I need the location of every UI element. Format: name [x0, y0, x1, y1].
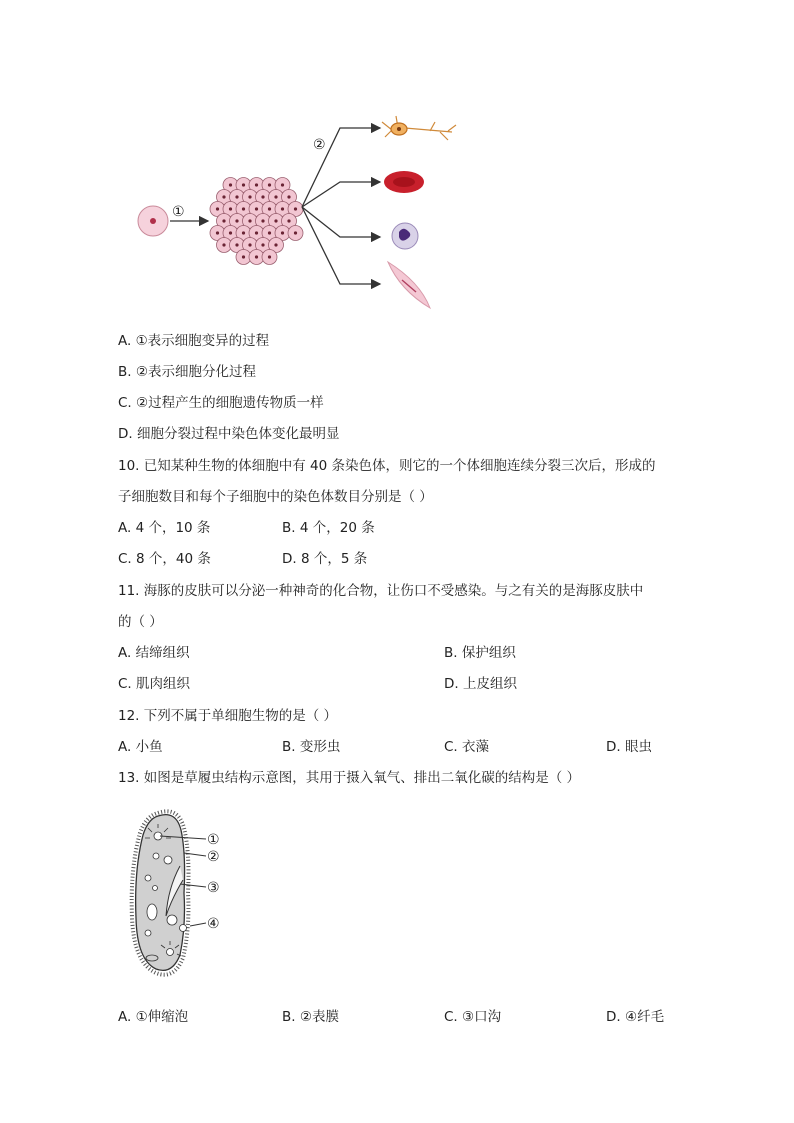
- q13-stem: 13. 如图是草履虫结构示意图，其用于摄入氧气、排出二氧化碳的结构是（ ）: [118, 770, 581, 786]
- q9-option-d: D. 细胞分裂过程中染色体变化最明显: [118, 426, 340, 442]
- q13-option-c: C. ③口沟: [444, 1009, 502, 1025]
- q11-option-b: B. 保护组织: [444, 645, 516, 661]
- process-label-1: ①: [172, 204, 185, 220]
- q9-option-c: C. ②过程产生的细胞遗传物质一样: [118, 395, 324, 411]
- q10-option-d: D. 8 个，5 条: [282, 551, 368, 567]
- cell-differentiation-figure: [130, 110, 460, 310]
- q13-option-d: D. ④纤毛: [606, 1009, 665, 1025]
- q13-option-b: B. ②表膜: [282, 1009, 339, 1025]
- white-blood-cell-icon: [392, 223, 418, 249]
- q12-option-d: D. 眼虫: [606, 739, 652, 755]
- cell-mass-icon: [210, 178, 303, 265]
- fig-label-2: ②: [207, 849, 220, 865]
- q11-stem-line2: 的（ ）: [118, 614, 163, 630]
- fig-label-4: ④: [207, 916, 220, 932]
- fig-label-1: ①: [207, 832, 220, 848]
- q13-option-a: A. ①伸缩泡: [118, 1009, 189, 1025]
- fig-label-3: ③: [207, 880, 220, 896]
- q12-option-c: C. 衣藻: [444, 739, 490, 755]
- q11-stem-line1: 11. 海豚的皮肤可以分泌一种神奇的化合物，让伤口不受感染。与之有关的是海豚皮肤中: [118, 583, 644, 599]
- q10-stem-line2: 子细胞数目和每个子细胞中的染色体数目分别是（ ）: [118, 489, 433, 505]
- process-label-2: ②: [313, 137, 326, 153]
- red-blood-cell-icon: [384, 171, 424, 193]
- q12-option-a: A. 小鱼: [118, 739, 163, 755]
- q11-option-c: C. 肌肉组织: [118, 676, 191, 692]
- q9-option-a: A. ①表示细胞变异的过程: [118, 333, 270, 349]
- q10-option-b: B. 4 个，20 条: [282, 520, 375, 536]
- q9-option-b: B. ②表示细胞分化过程: [118, 364, 256, 380]
- q11-option-a: A. 结缔组织: [118, 645, 190, 661]
- neuron-cell-icon: [382, 116, 456, 140]
- q11-option-d: D. 上皮组织: [444, 676, 517, 692]
- muscle-cell-icon: [388, 262, 430, 308]
- q10-option-a: A. 4 个，10 条: [118, 520, 211, 536]
- paramecium-figure: [128, 808, 238, 983]
- q12-stem: 12. 下列不属于单细胞生物的是（ ）: [118, 708, 338, 724]
- single-cell-icon: [138, 206, 168, 236]
- q10-option-c: C. 8 个，40 条: [118, 551, 211, 567]
- q12-option-b: B. 变形虫: [282, 739, 341, 755]
- q10-stem-line1: 10. 已知某种生物的体细胞中有 40 条染色体，则它的一个体细胞连续分裂三次后，形成的: [118, 458, 656, 474]
